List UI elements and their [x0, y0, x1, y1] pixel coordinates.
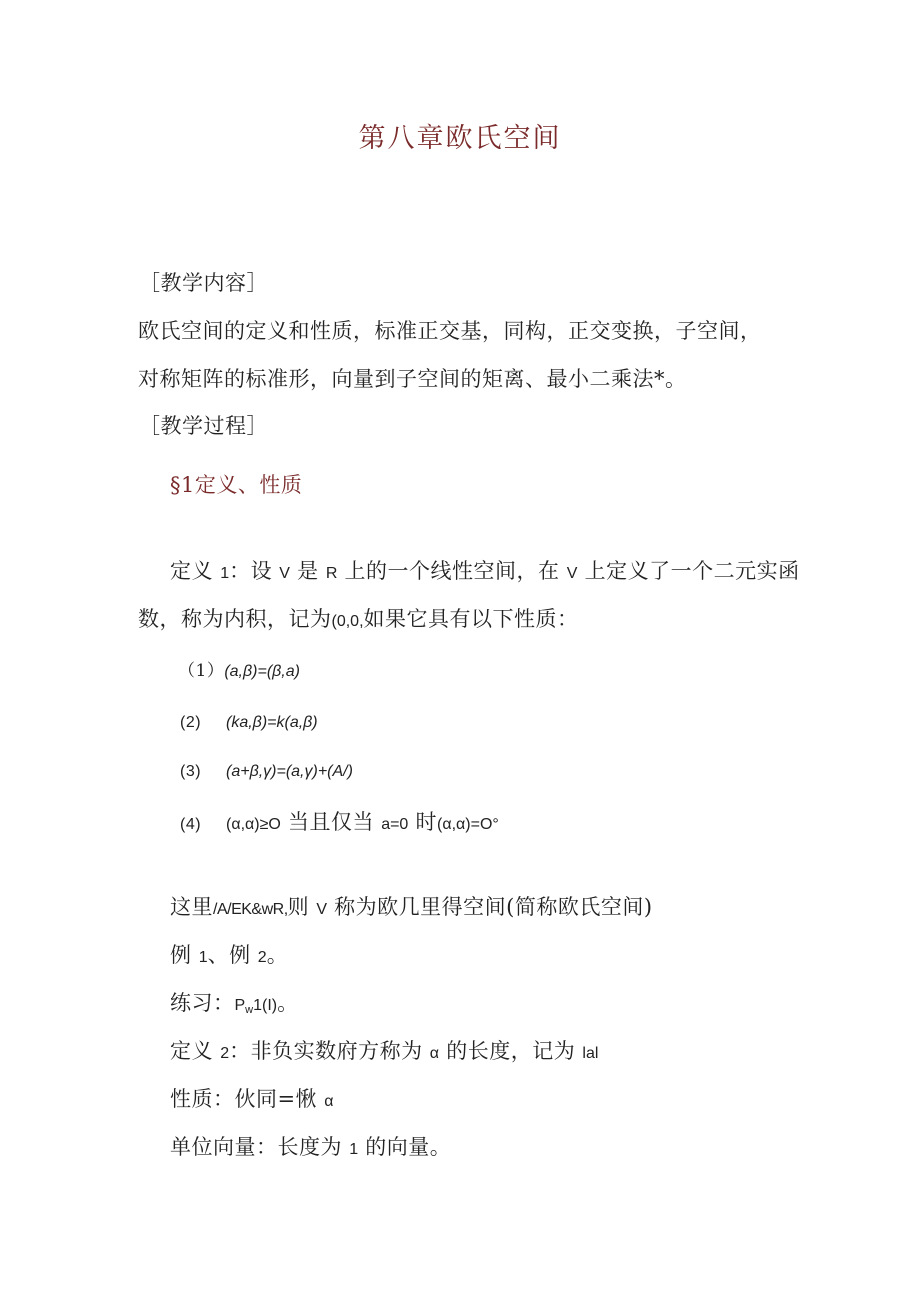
unit-vector-line [170, 1133, 451, 1164]
symbol-alpha: α [429, 1045, 440, 1062]
property-4 [180, 808, 499, 839]
symbol-r: R [325, 565, 338, 582]
exercise-ref: 1(I) [253, 997, 278, 1014]
text-run: ：非负实数府方称为 [229, 1039, 430, 1063]
text-run: 定义 [170, 559, 221, 583]
text-run: 。 [266, 943, 289, 967]
text-run: 时 [408, 810, 438, 834]
property-2 [180, 706, 318, 737]
property-formula: (a,β)=(β,a) [224, 663, 300, 680]
property-formula: (α,α)≥O [226, 816, 281, 833]
text-run: 。 [277, 991, 299, 1015]
definition-number: 2 [220, 1045, 230, 1062]
euclidean-space-statement [170, 893, 653, 924]
text-run: 则 [287, 895, 317, 919]
text-run: ：设 [229, 559, 280, 583]
property-label: (2) [180, 714, 202, 731]
property-formula: (ka,β)=k(a,β) [226, 714, 318, 731]
example-number: 1 [198, 949, 208, 966]
symbol-alpha: α [324, 1093, 334, 1110]
teaching-content-heading: ［教学内容］ [139, 271, 268, 295]
text-run: 当且仅当 [280, 810, 382, 834]
property-1 [178, 655, 300, 686]
property-label: (4) [180, 816, 202, 833]
property-3 [180, 755, 353, 786]
text-run: 单位向量：长度为 [170, 1135, 350, 1159]
inner-product-symbol: (0,0, [331, 613, 364, 630]
example-number: 2 [257, 949, 267, 966]
exercise-line [170, 989, 299, 1024]
condition-symbol: /A/EK&wR, [213, 901, 288, 918]
teaching-process-heading: ［教学过程］ [139, 414, 268, 438]
section-1-heading: §1定义、性质 [170, 473, 303, 497]
text-run: 上的一个线性空间，在 [337, 559, 567, 583]
definition-2-line [170, 1037, 598, 1068]
teaching-content-line-1: 欧氏空间的定义和性质，标准正交基，同构，正交变换，子空间， [138, 319, 762, 343]
text-run: 性质：伙同=愀 [170, 1087, 325, 1111]
exercise-page: P [234, 997, 246, 1014]
property-formula: (a+β,γ)=(a,γ)+(A/) [226, 763, 353, 780]
norm-symbol: lal [582, 1045, 599, 1062]
text-run: 是 [289, 559, 326, 583]
symbol-v: V [316, 901, 327, 918]
text-run: 数，称为内积，记为 [138, 607, 332, 631]
text-run: 练习： [170, 991, 235, 1015]
property-label: （1） [178, 661, 225, 681]
definition-1-line-2 [138, 605, 579, 636]
text-run: 、例 [207, 943, 258, 967]
text-run: 例 [170, 943, 199, 967]
teaching-content-line-2: 对称矩阵的标准形，向量到子空间的矩离、最小二乘法*。 [138, 367, 687, 391]
text-run: 定义 [170, 1039, 221, 1063]
symbol-v: V [279, 565, 290, 582]
unit-number: 1 [349, 1141, 359, 1158]
definition-number: 1 [220, 565, 230, 582]
exercise-subscript: w [245, 1004, 254, 1016]
examples-line [170, 941, 288, 972]
property-formula: a=0 [381, 816, 409, 833]
property-line [170, 1085, 334, 1116]
symbol-v: V [566, 565, 578, 582]
text-run: 的长度，记为 [439, 1039, 583, 1063]
text-run: 的向量。 [358, 1135, 452, 1159]
chapter-title: 第八章欧氏空间 [358, 123, 562, 154]
text-run: 称为欧几里得空间(简称欧氏空间) [327, 895, 653, 919]
text-run: 如果它具有以下性质： [363, 607, 579, 631]
definition-1-line-1 [170, 557, 800, 588]
text-run: 上定义了一个二元实函 [577, 559, 800, 583]
text-run: 这里 [170, 895, 213, 919]
property-label: (3) [180, 763, 202, 780]
property-formula: (α,α)=O° [437, 816, 499, 833]
